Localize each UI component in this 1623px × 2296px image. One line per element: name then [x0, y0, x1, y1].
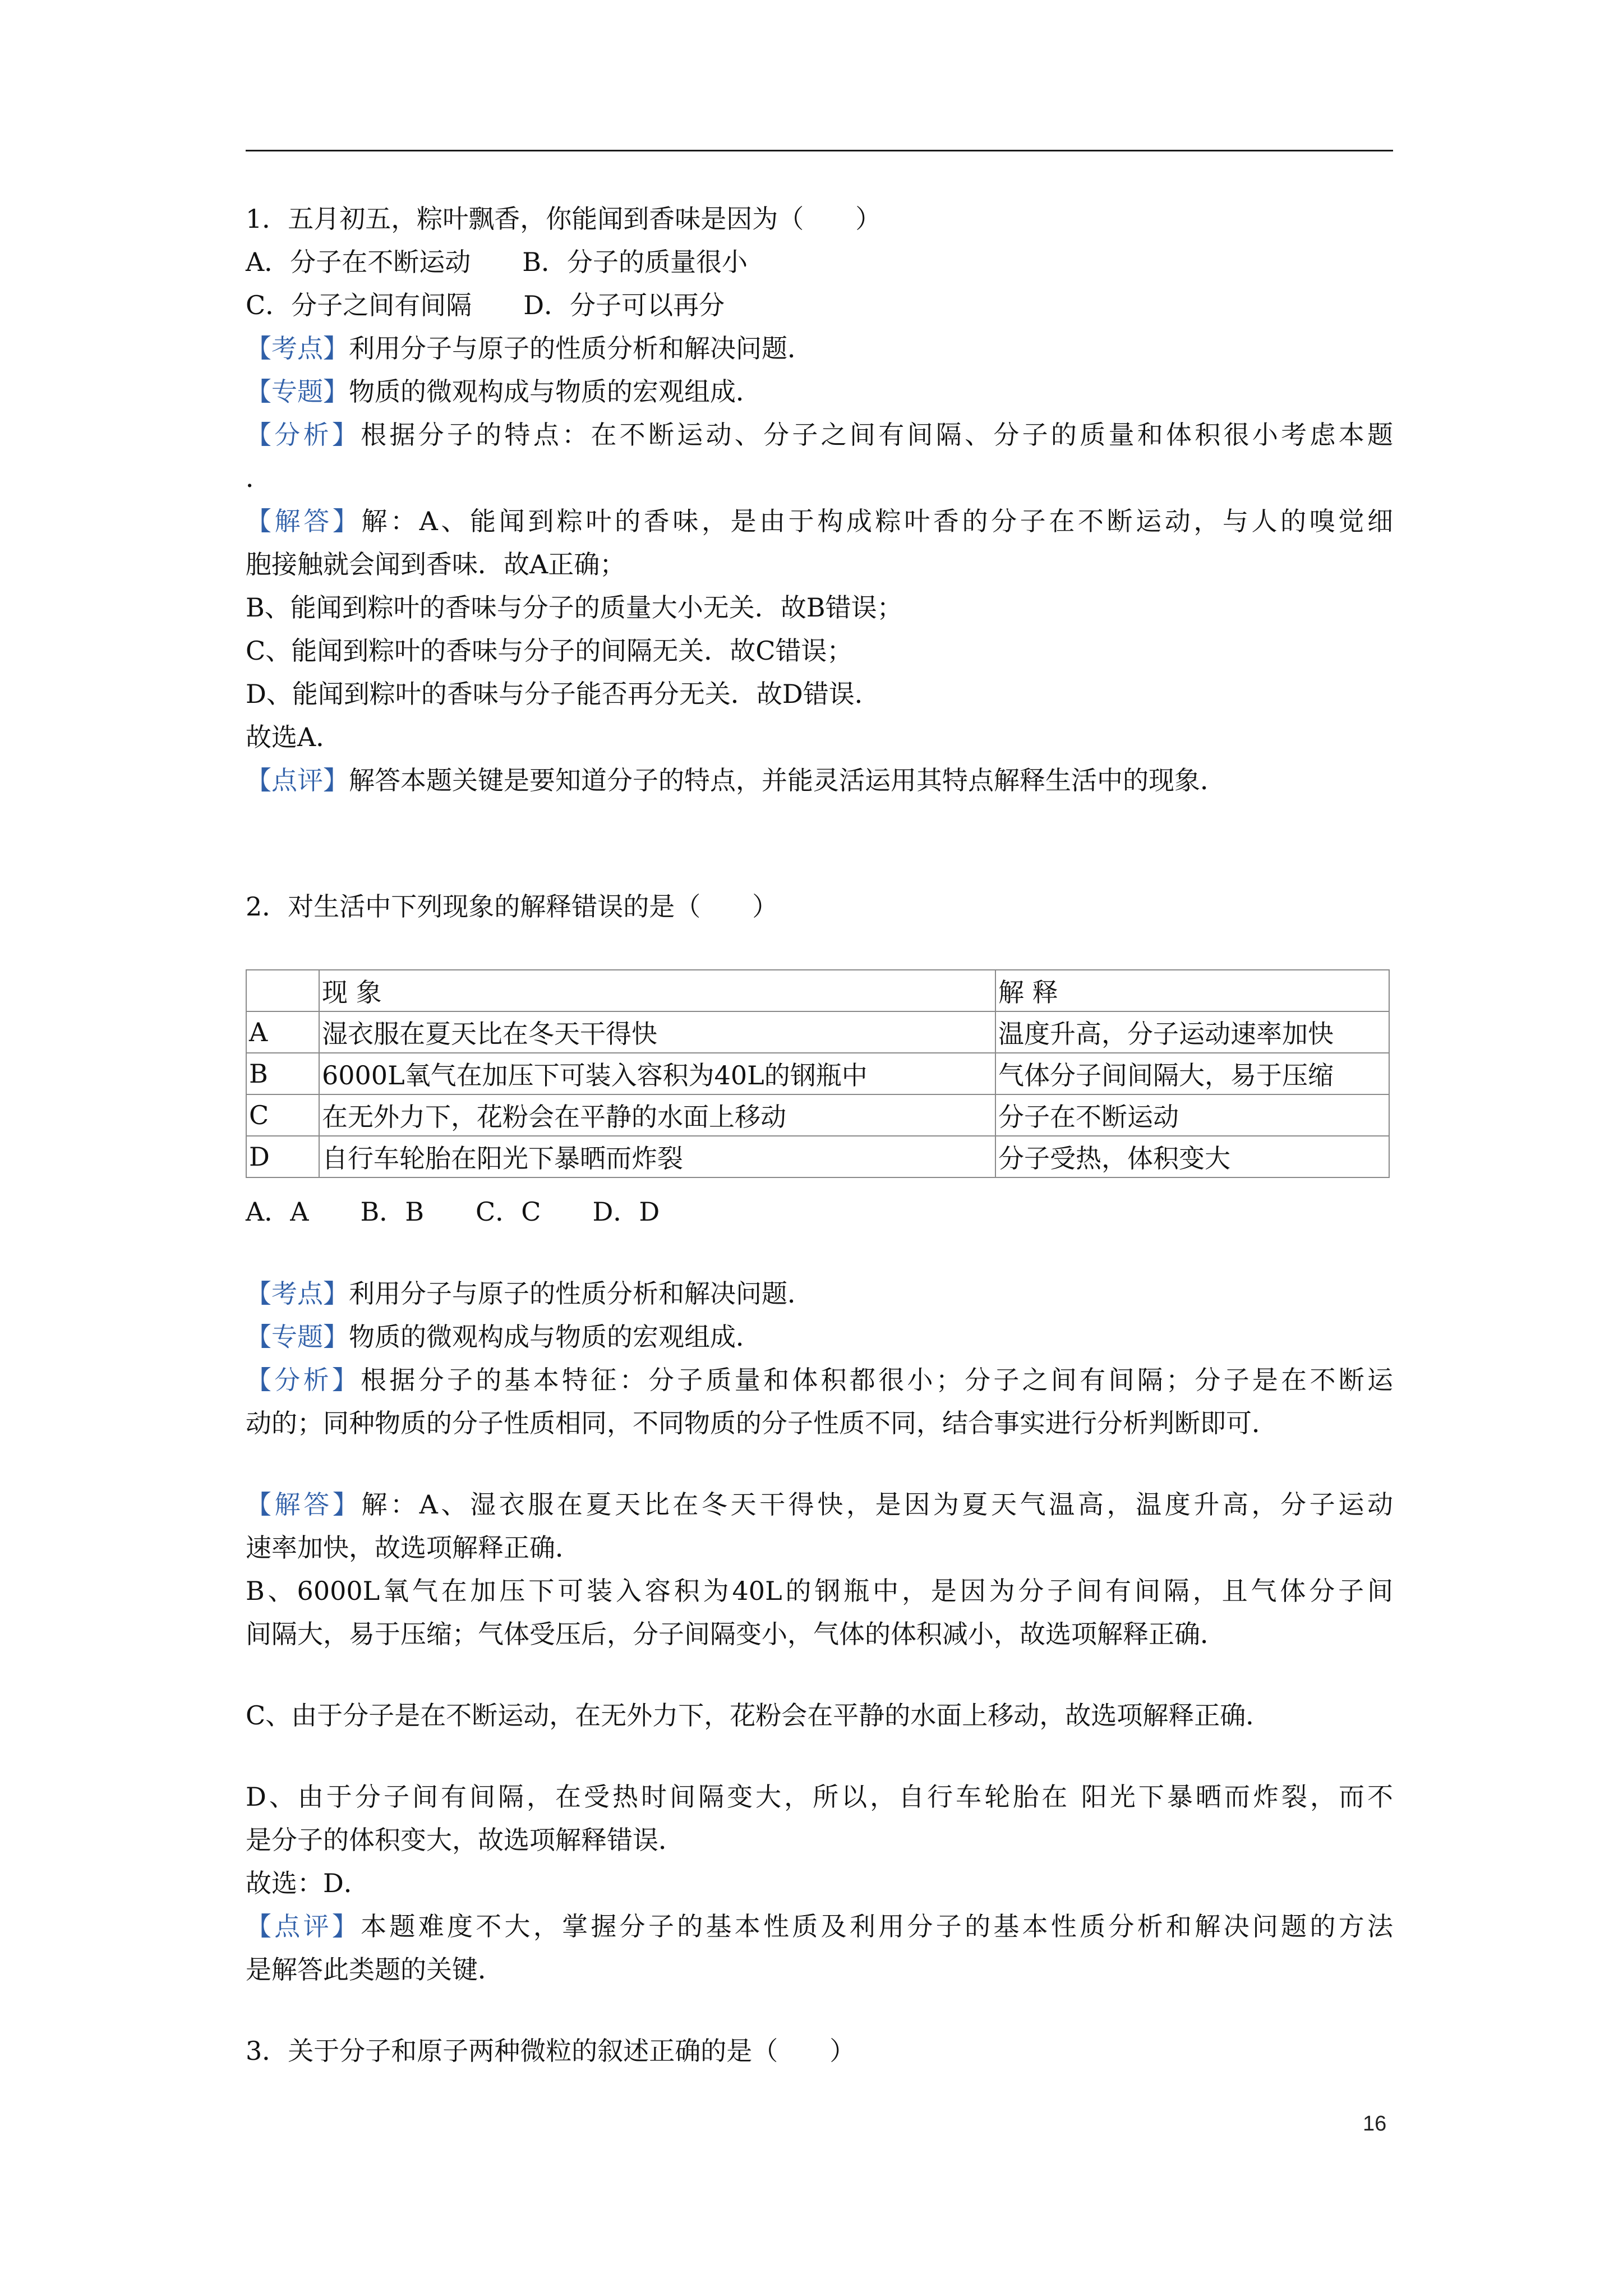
- header-rule: [246, 150, 1393, 151]
- table-header-cell: 解 释: [995, 970, 1389, 1011]
- kaodian-tag: 【考点】: [246, 333, 349, 364]
- q2-options: A．A B．B C．C D．D: [246, 1197, 660, 1227]
- q1-zhuanti-text: 物质的微观构成与物质的宏观组成．: [349, 376, 762, 407]
- q1-jieda-line-5: D、能闻到粽叶的香味与分子能否再分无关．故D错误．: [246, 679, 880, 709]
- q2-jieda-line-3: B、6000L氧气在加压下可装入容积为40L的钢瓶中，是因为分子间有间隔，且气体分子间: [246, 1576, 1393, 1606]
- q2-fenxi-line-2: 动的；同种物质的分子性质相同，不同物质的分子性质不同，结合事实进行分析判断即可．: [246, 1408, 1278, 1438]
- table-row: [246, 1053, 1389, 1094]
- fenxi-tag: 【分析】: [246, 420, 361, 450]
- q2-kaodian-text: 利用分子与原子的性质分析和解决问题．: [349, 1278, 813, 1309]
- q2-answer: 故选：D．: [246, 1868, 370, 1898]
- q1-stem: 1．五月初五，粽叶飘香，你能闻到香味是因为（ ）: [246, 204, 882, 234]
- q2-dianping-text: 本题难度不大，掌握分子的基本性质及利用分子的基本性质分析和解决问题的方法: [361, 1911, 1393, 1941]
- table-cell-label: B: [246, 1053, 319, 1094]
- dianping-tag: 【点评】: [246, 1911, 361, 1941]
- jieda-tag: 【解答】: [246, 506, 362, 536]
- q2-dianping-line-2: 是解答此类题的关键．: [246, 1954, 504, 1985]
- q1-jieda-line-4: C、能闻到粽叶的香味与分子的间隔无关．故C错误；: [246, 636, 853, 666]
- q1-jieda-text: 解：A、能闻到粽叶的香味，是由于构成粽叶香的分子在不断运动，与人的嗅觉细: [361, 506, 1393, 536]
- fenxi-tag: 【分析】: [246, 1365, 361, 1395]
- q1-jieda: [246, 504, 1393, 538]
- q1-fenxi-end: ．: [246, 463, 271, 493]
- table-row: [246, 1011, 1389, 1053]
- q3-stem: 3．关于分子和原子两种微粒的叙述正确的是（ ）: [246, 2036, 856, 2066]
- q2-stem: 2．对生活中下列现象的解释错误的是（ ）: [246, 891, 778, 922]
- table-cell-label: A: [246, 1011, 319, 1053]
- q1-answer: 故选A．: [246, 722, 342, 752]
- table-cell-phenomenon: 自行车轮胎在阳光下暴晒而炸裂: [319, 1136, 995, 1177]
- q2-zhuanti: [246, 1320, 762, 1354]
- zhuanti-tag: 【专题】: [246, 376, 349, 407]
- q2-zhuanti-text: 物质的微观构成与物质的宏观组成．: [349, 1322, 762, 1352]
- table-header-cell: 现 象: [319, 970, 995, 1011]
- kaodian-tag: 【考点】: [246, 1278, 349, 1309]
- table-cell-explanation: 温度升高，分子运动速率加快: [995, 1011, 1389, 1053]
- table-row: [246, 1136, 1389, 1177]
- q2-dianping: [246, 1910, 1393, 1943]
- table-cell-phenomenon: 在无外力下，花粉会在平静的水面上移动: [319, 1094, 995, 1136]
- table-cell-label: D: [246, 1136, 319, 1177]
- q1-jieda-line-2: 胞接触就会闻到香味．故A正确；: [246, 549, 626, 579]
- q2-jieda-text: 解：A、湿衣服在夏天比在冬天干得快，是因为夏天气温高，温度升高，分子运动: [361, 1489, 1393, 1520]
- q1-fenxi: [246, 418, 1393, 452]
- q2-kaodian: [246, 1277, 813, 1310]
- table-header-row: [246, 970, 1389, 1011]
- q2-fenxi: [246, 1363, 1393, 1397]
- table-header-cell: [246, 970, 319, 1011]
- q2-jieda: [246, 1488, 1393, 1521]
- table-cell-phenomenon: 湿衣服在夏天比在冬天干得快: [319, 1011, 995, 1053]
- page-number: 16: [1363, 2112, 1387, 2136]
- table-cell-label: C: [246, 1094, 319, 1136]
- q1-options-ab: A．分子在不断运动 B．分子的质量很小: [246, 247, 748, 277]
- q1-options-cd: C．分子之间有间隔 D．分子可以再分: [246, 290, 725, 320]
- q1-dianping-text: 解答本题关键是要知道分子的特点，并能灵活运用其特点解释生活中的现象．: [349, 765, 1226, 795]
- dianping-tag: 【点评】: [246, 765, 349, 795]
- q2-jieda-line-6: D、由于分子间有间隔，在受热时间隔变大，所以，自行车轮胎在 阳光下暴晒而炸裂，而不: [246, 1782, 1393, 1812]
- q1-jieda-line-3: B、能闻到粽叶的香味与分子的质量大小无关．故B错误；: [246, 592, 903, 623]
- q2-jieda-line-4: 间隔大，易于压缩；气体受压后，分子间隔变小，气体的体积减小，故选项解释正确．: [246, 1619, 1226, 1649]
- q1-dianping: [246, 763, 1226, 797]
- jieda-tag: 【解答】: [246, 1489, 362, 1520]
- q1-kaodian-text: 利用分子与原子的性质分析和解决问题．: [349, 333, 813, 364]
- q1-fenxi-text: 根据分子的特点：在不断运动、分子之间有间隔、分子的质量和体积很小考虑本题: [361, 420, 1393, 450]
- q2-table: [246, 969, 1390, 1178]
- q1-kaodian: [246, 332, 813, 365]
- table-row: [246, 1094, 1389, 1136]
- table-cell-explanation: 分子受热，体积变大: [995, 1136, 1389, 1177]
- q2-jieda-line-7: 是分子的体积变大，故选项解释错误．: [246, 1825, 684, 1855]
- table-cell-phenomenon: 6000L氧气在加压下可装入容积为40L的钢瓶中: [319, 1053, 995, 1094]
- table-cell-explanation: 分子在不断运动: [995, 1094, 1389, 1136]
- zhuanti-tag: 【专题】: [246, 1322, 349, 1352]
- table-cell-explanation: 气体分子间间隔大，易于压缩: [995, 1053, 1389, 1094]
- q2-jieda-line-2: 速率加快，故选项解释正确．: [246, 1533, 581, 1563]
- q2-jieda-line-5: C、由于分子是在不断运动，在无外力下，花粉会在平静的水面上移动，故选项解释正确．: [246, 1700, 1272, 1731]
- q2-fenxi-text: 根据分子的基本特征：分子质量和体积都很小；分子之间有间隔；分子是在不断运: [361, 1365, 1393, 1395]
- q1-zhuanti: [246, 375, 762, 408]
